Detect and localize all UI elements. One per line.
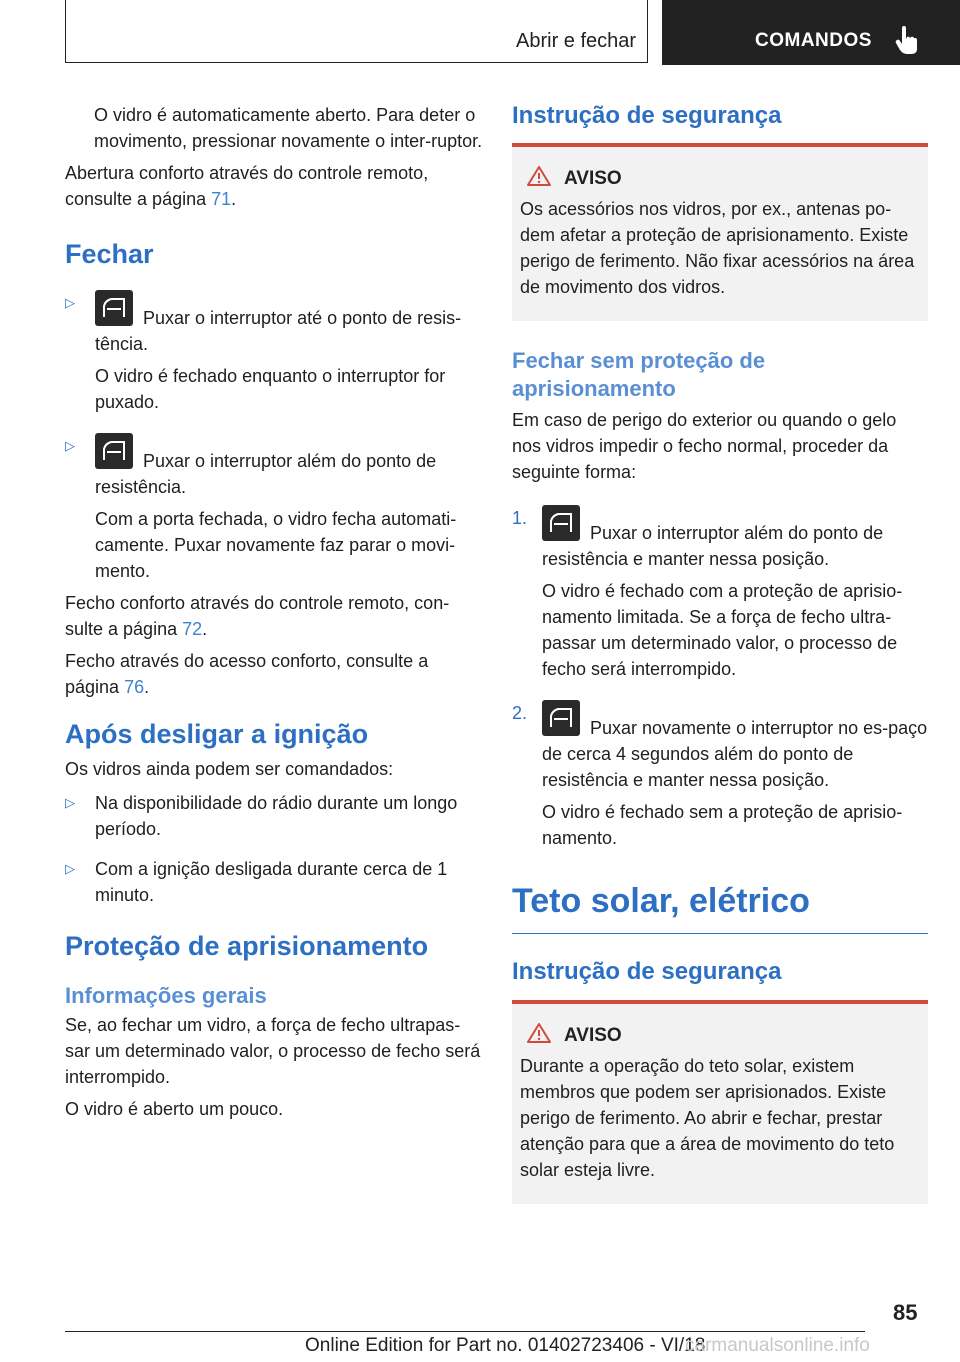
heading-instrucao-seguranca: Instrução de segurança [512,102,782,129]
list-item-text: Na disponibilidade do rádio durante um longo período. [95,793,458,839]
page-link-76[interactable]: 76 [124,677,145,697]
list-item-text: Com a ignição desligada durante cerca de 1 minuto. [95,859,448,905]
fecho-paragraph-1 [65,590,485,642]
triangle-bullet-icon: ▷ [65,861,75,876]
text: . [144,677,150,697]
text: Fecho conforto através do controle remoto, con‐sulte a página [65,593,450,639]
warning-title [520,165,920,192]
fecho-paragraph-2 [65,648,485,700]
warning-title-text: AVISO [564,168,622,189]
heading-instrucao-seguranca-2: Instrução de segurança [512,958,782,985]
warning-title [520,1022,920,1049]
step-text: Puxar o interruptor além do ponto de resistência e manter nessa posição. [542,523,884,569]
page-link-72[interactable]: 72 [182,619,203,639]
footer-watermark: carmanualsonline.info [685,1335,870,1356]
warning-text: Os acessórios nos vidros, por ex., antenas po‐dem afetar a proteção de aprisionamento. Existe perigo de ferimento. Não fixar acessórios na área de movimento dos vidros. [520,199,915,297]
step-sub: O vidro é fechado com a proteção de aprisio‐namento limitada. Se a força de fecho ultra‐passar um determinado valor, o processo de fecho será interrompido. [542,581,903,679]
warning-box [512,1000,928,1204]
list-item-text: Puxar o interruptor além do ponto de resistência. [95,451,437,497]
heading-apos-desligar: Após desligar a ignição [65,719,369,749]
step-item [512,700,928,851]
page-number: 85 [893,1300,918,1325]
list-item-sub: Com a porta fechada, o vidro fecha automati‐camente. Puxar novamente faz parar o movi‐mento. [95,509,457,581]
triangle-bullet-icon: ▷ [65,295,75,310]
list-item [65,433,485,584]
list-item-sub: O vidro é fechado enquanto o interruptor for puxado. [95,366,446,412]
text: Abertura conforto através do controle remoto, consulte a página [65,163,429,209]
hand-pointer-icon [893,26,921,56]
heading-teto-solar: Teto solar, elétrico [512,882,810,920]
list-item [65,290,485,415]
info-paragraph-1: Se, ao fechar um vidro, a força de fecho ultrapas‐sar um determinado valor, o processo de fecho será interrompido. [65,1015,481,1087]
intro-paragraph-2 [65,160,485,212]
page-link-71[interactable]: 71 [211,189,232,209]
warning-triangle-icon [526,165,552,187]
footer-edition: Online Edition for Part no. 01402723406 - VI/18 [305,1335,706,1356]
intro-paragraph: O vidro é automaticamente aberto. Para deter o movimento, pressionar novamente o inter‐ruptor. [94,105,483,151]
triangle-bullet-icon: ▷ [65,795,75,810]
heading-informacoes-gerais: Informações gerais [65,983,267,1008]
list-item [65,856,485,908]
window-switch-icon [95,290,133,326]
step-number: 2. [512,703,528,723]
heading-fechar: Fechar [65,239,154,269]
apos-paragraph: Os vidros ainda podem ser comandados: [65,759,394,779]
left-column [65,102,485,1128]
warning-triangle-icon [526,1022,552,1044]
text: Fecho através do acesso conforto, consulte a página [65,651,429,697]
header-section-title: COMANDOS [755,30,872,51]
list-item-text: Puxar o interruptor até o ponto de resis‐tência. [95,308,462,354]
text: . [202,619,208,639]
step-item [512,505,928,682]
warning-text: Durante a operação do teto solar, existem membros que podem ser aprisionados. Existe perigo de ferimento. Ao abrir e fechar, prestar atenção para que a área de movimento do teto solar esteja livre. [520,1056,895,1180]
step-text: Puxar novamente o interruptor no es‐paço de cerca 4 segundos além do ponto de resistência e manter nessa posição. [542,718,928,790]
header-chapter-title: Abrir e fechar [516,30,637,52]
window-switch-icon [95,433,133,469]
info-paragraph-2: O vidro é aberto um pouco. [65,1099,284,1119]
list-item [65,790,485,842]
window-switch-icon [542,505,580,541]
triangle-bullet-icon: ▷ [65,438,75,453]
heading-fechar-sem-protecao: Fechar sem proteção de aprisionamento [512,348,766,401]
heading-rule [512,933,928,934]
warning-title-text: AVISO [564,1025,622,1046]
right-column [512,102,928,1204]
warning-box [512,143,928,321]
heading-protecao: Proteção de aprisionamento [65,931,429,961]
step-sub: O vidro é fechado sem a proteção de aprisio‐namento. [542,802,903,848]
sem-protecao-paragraph: Em caso de perigo do exterior ou quando o gelo nos vidros impedir o fecho normal, proceder da seguinte forma: [512,410,897,482]
step-number: 1. [512,508,528,528]
footer-rule [65,1331,865,1332]
text: . [231,189,237,209]
window-switch-icon [542,700,580,736]
